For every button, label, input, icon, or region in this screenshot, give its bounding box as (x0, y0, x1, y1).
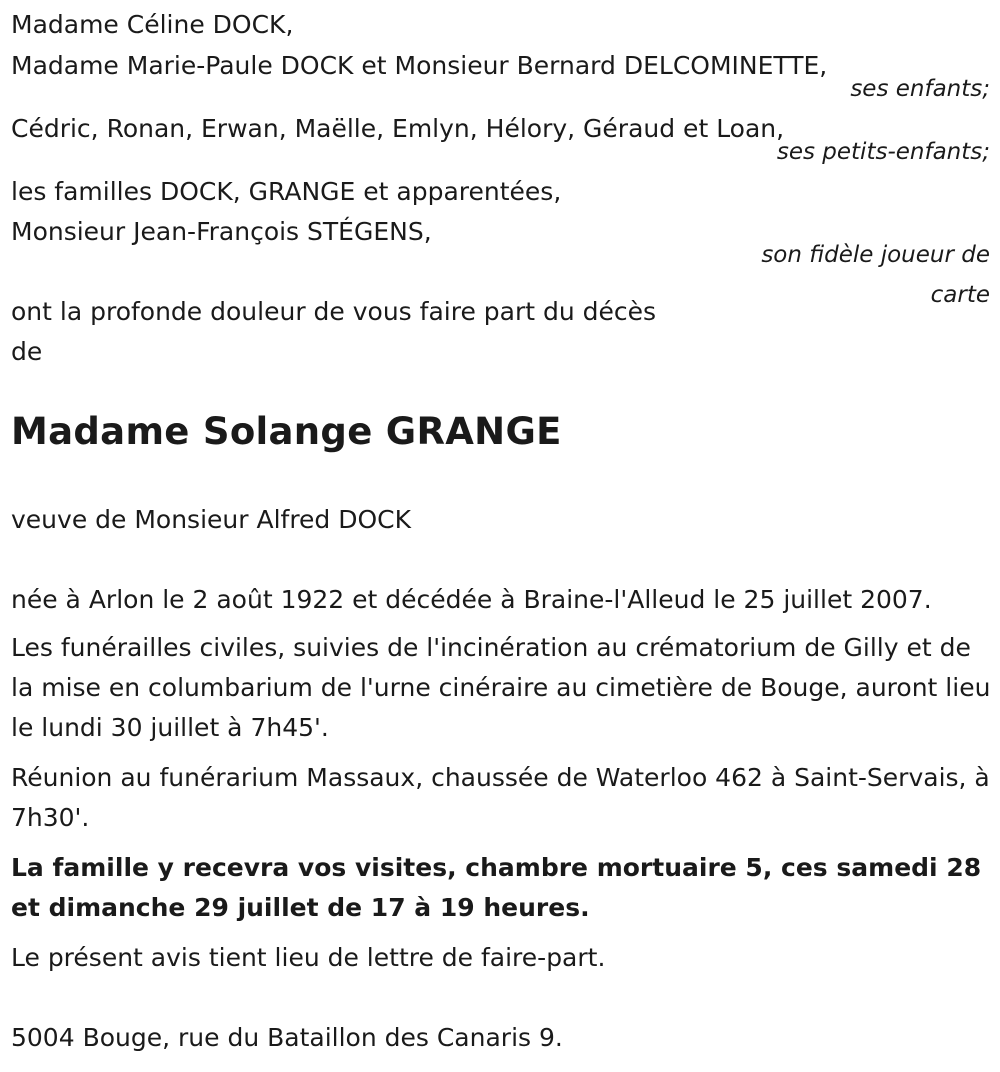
birth-death-line: née à Arlon le 2 août 1922 et décédée à Braine-l'Alleud le 25 juillet 2007. (11, 585, 932, 614)
friend-role-line2: carte (930, 282, 990, 308)
family-line-marie-paule: Madame Marie-Paule DOCK et Monsieur Bernard DELCOMINETTE, (11, 51, 828, 80)
funeral-paragraph: Les funérailles civiles, suivies de l'incinération au crématorium de Gilly et de la mise en columbarium de l'urne cinéraire au cimetière de Bouge, auront lieu le lundi 30 juillet à 7h45'. (11, 633, 991, 742)
announcement-line1: ont la profonde douleur de vous faire part du décès (11, 297, 657, 326)
announcement-line2: de (11, 337, 43, 366)
grandchildren-names: Cédric, Ronan, Erwan, Maëlle, Emlyn, Hélory, Géraud et Loan, (11, 114, 785, 143)
children-role: ses enfants; (850, 76, 990, 102)
meeting-paragraph: Réunion au funérarium Massaux, chaussée de Waterloo 462 à Saint-Servais, à 7h30'. (11, 763, 990, 832)
families-line: les familles DOCK, GRANGE et apparentées, (11, 177, 562, 206)
family-line-celine: Madame Céline DOCK, (11, 10, 294, 39)
friend-role-line1: son fidèle joueur de (761, 242, 990, 268)
grandchildren-role: ses petits-enfants; (776, 139, 990, 165)
visits-paragraph: La famille y recevra vos visites, chambre mortuaire 5, ces samedi 28 et dimanche 29 juillet de 17 à 19 heures. (11, 853, 982, 922)
deceased-name: Madame Solange GRANGE (11, 410, 562, 453)
address-line: 5004 Bouge, rue du Bataillon des Canaris 9. (11, 1023, 563, 1052)
friend-line: Monsieur Jean-François STÉGENS, (11, 217, 432, 246)
spouse-line: veuve de Monsieur Alfred DOCK (11, 505, 412, 534)
notice-line: Le présent avis tient lieu de lettre de faire-part. (11, 943, 606, 972)
